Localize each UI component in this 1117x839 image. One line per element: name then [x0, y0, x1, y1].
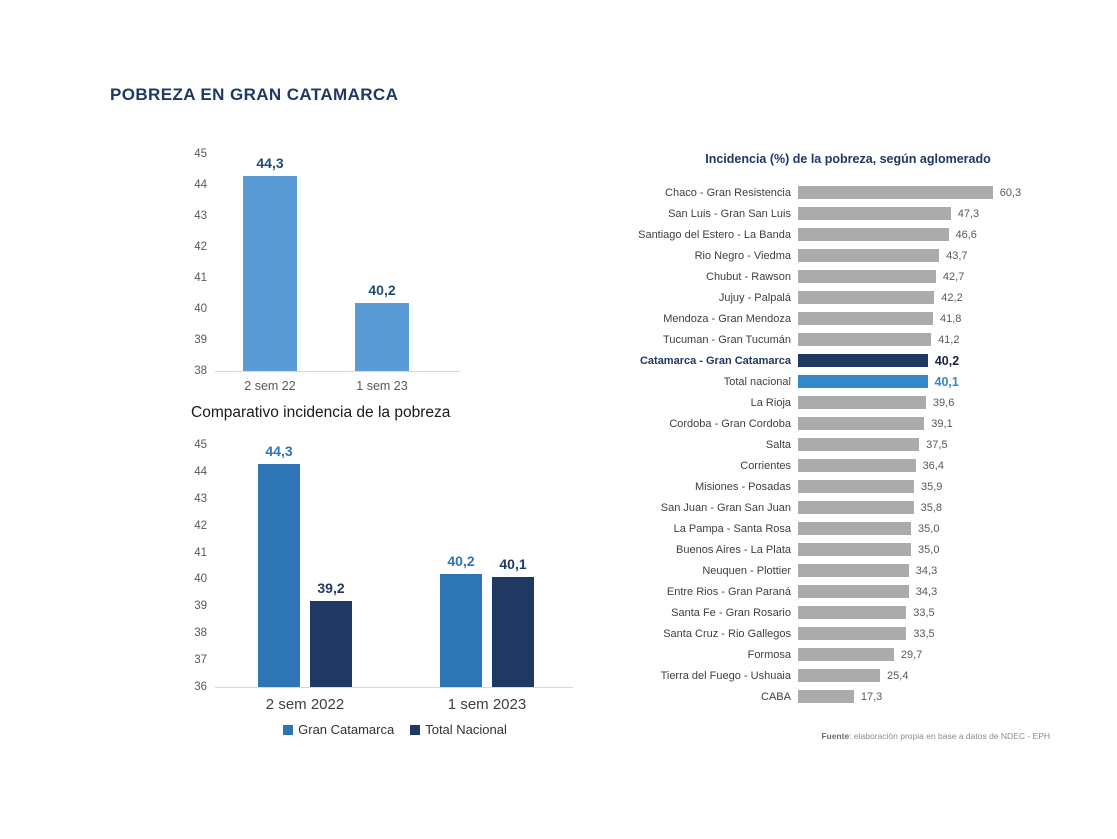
- source-text: : elaboración propia en base a datos de NDEC - EPH: [849, 731, 1050, 741]
- aglomerado-label: Chaco - Gran Resistencia: [665, 186, 791, 199]
- y-axis-tick: 45: [194, 438, 207, 451]
- aglomerado-row: [628, 518, 1098, 539]
- aglomerado-row: [628, 224, 1098, 245]
- y-axis-tick: 38: [194, 365, 207, 377]
- aglomerado-row: [628, 266, 1098, 287]
- aglomerado-value: 46,6: [955, 228, 977, 241]
- legend-swatch: [410, 725, 420, 735]
- semester-bar-chart: [185, 145, 485, 405]
- aglomerado-value: 42,2: [941, 291, 963, 304]
- aglomerado-bar: [798, 459, 916, 472]
- aglomerado-bar: [798, 543, 911, 556]
- aglomerado-bar: [798, 627, 906, 640]
- aglomerado-row: [628, 245, 1098, 266]
- legend-label: Gran Catamarca: [298, 722, 395, 737]
- aglomerado-row: [628, 686, 1098, 707]
- y-axis-tick: 44: [194, 179, 207, 191]
- aglomerado-value: 33,5: [913, 627, 935, 640]
- y-axis-tick: 42: [194, 241, 207, 253]
- aglomerado-label: Buenos Aires - La Plata: [676, 543, 791, 556]
- bar: [243, 176, 297, 371]
- bar-value-label: 39,2: [317, 579, 345, 596]
- aglomerado-value: 35,9: [920, 480, 943, 493]
- aglomerado-value: 29,7: [900, 648, 923, 661]
- aglomerado-bar-chart: [628, 182, 1098, 707]
- aglomerado-bar: [798, 417, 924, 430]
- x-category-label: 1 sem 2023: [447, 696, 527, 713]
- y-axis-tick: 39: [194, 334, 207, 346]
- bar: [355, 303, 409, 371]
- aglomerado-chart-title: Incidencia (%) de la pobreza, según aglomerado: [705, 152, 991, 166]
- aglomerado-label: Santiago del Estero - La Banda: [638, 228, 791, 241]
- y-axis-tick: 36: [194, 681, 207, 693]
- x-axis-line: [215, 371, 460, 372]
- legend-item: [283, 722, 394, 737]
- aglomerado-bar: [798, 480, 914, 493]
- aglomerado-bar: [798, 249, 939, 262]
- aglomerado-row: [628, 560, 1098, 581]
- aglomerado-row: [628, 371, 1098, 392]
- aglomerado-row: [628, 350, 1098, 371]
- x-axis-line: [215, 687, 573, 688]
- aglomerado-label: Entre Rios - Gran Paraná: [666, 585, 791, 598]
- legend-label: Total Nacional: [425, 722, 507, 737]
- aglomerado-label: Corrientes: [740, 459, 791, 472]
- aglomerado-row: [628, 287, 1098, 308]
- legend-item: [410, 722, 507, 737]
- aglomerado-value: 39,1: [931, 417, 953, 430]
- bar: [310, 601, 352, 687]
- bar: [258, 464, 300, 687]
- aglomerado-label: Catamarca - Gran Catamarca: [639, 354, 791, 367]
- bar: [440, 574, 482, 687]
- y-axis-tick: 41: [194, 546, 207, 559]
- aglomerado-value: 34,3: [915, 564, 938, 577]
- aglomerado-row: [628, 392, 1098, 413]
- aglomerado-value: 17,3: [860, 690, 883, 703]
- aglomerado-bar: [798, 669, 880, 682]
- aglomerado-bar: [798, 291, 934, 304]
- aglomerado-value: 25,4: [887, 669, 909, 682]
- comparative-chart-title: Comparativo incidencia de la pobreza: [191, 404, 451, 421]
- aglomerado-bar: [798, 648, 894, 661]
- aglomerado-bar: [798, 354, 928, 367]
- x-category-label: 1 sem 23: [356, 379, 408, 393]
- aglomerado-bar: [798, 375, 928, 388]
- x-category-label: 2 sem 22: [244, 379, 296, 393]
- aglomerado-bar: [798, 501, 914, 514]
- legend: [185, 722, 605, 737]
- aglomerado-label: Rio Negro - Viedma: [694, 249, 791, 262]
- aglomerado-label: Cordoba - Gran Cordoba: [669, 417, 791, 430]
- aglomerado-label: CABA: [761, 690, 791, 703]
- aglomerado-bar: [798, 186, 993, 199]
- aglomerado-row: [628, 644, 1098, 665]
- aglomerado-bar: [798, 207, 951, 220]
- aglomerado-row: [628, 308, 1098, 329]
- aglomerado-label: La Pampa - Santa Rosa: [673, 522, 791, 535]
- bar-value-label: 44,3: [256, 154, 284, 171]
- aglomerado-row: [628, 203, 1098, 224]
- y-axis-tick: 40: [194, 573, 207, 586]
- aglomerado-label: San Luis - Gran San Luis: [668, 207, 791, 220]
- aglomerado-row: [628, 455, 1098, 476]
- aglomerado-value: 35,0: [918, 543, 940, 556]
- aglomerado-row: [628, 602, 1098, 623]
- source-label: Fuente: [821, 731, 850, 741]
- y-axis-tick: 43: [194, 210, 207, 222]
- aglomerado-value: 43,7: [946, 249, 968, 262]
- aglomerado-value: 41,2: [938, 333, 960, 346]
- bar-value-label: 40,1: [499, 555, 527, 572]
- aglomerado-bar: [798, 606, 906, 619]
- aglomerado-row: [628, 413, 1098, 434]
- aglomerado-value: 34,3: [915, 585, 938, 598]
- aglomerado-label: Mendoza - Gran Mendoza: [663, 312, 791, 325]
- aglomerado-row: [628, 476, 1098, 497]
- aglomerado-row: [628, 434, 1098, 455]
- aglomerado-label: Jujuy - Palpalá: [718, 291, 791, 304]
- aglomerado-value: 42,7: [942, 270, 965, 283]
- bar-value-label: 40,2: [368, 281, 396, 298]
- aglomerado-value: 40,2: [934, 353, 960, 368]
- source-note: [628, 731, 1050, 741]
- bar: [492, 577, 534, 687]
- aglomerado-bar: [798, 522, 911, 535]
- aglomerado-row: [628, 329, 1098, 350]
- aglomerado-value: 36,4: [922, 459, 944, 472]
- x-category-label: 2 sem 2022: [265, 696, 345, 713]
- aglomerado-row: [628, 581, 1098, 602]
- aglomerado-bar: [798, 564, 909, 577]
- bar-value-label: 40,2: [447, 553, 475, 570]
- aglomerado-row: [628, 665, 1098, 686]
- aglomerado-label: Salta: [765, 438, 791, 451]
- y-axis-tick: 44: [194, 465, 207, 478]
- aglomerado-bar: [798, 438, 919, 451]
- aglomerado-row: [628, 539, 1098, 560]
- aglomerado-label: Tierra del Fuego - Ushuaia: [660, 669, 791, 682]
- aglomerado-label: Chubut - Rawson: [706, 270, 791, 283]
- y-axis-tick: 38: [194, 627, 207, 640]
- y-axis-tick: 43: [194, 492, 207, 505]
- aglomerado-value: 37,5: [926, 438, 948, 451]
- aglomerado-bar: [798, 312, 933, 325]
- aglomerado-value: 35,8: [920, 501, 943, 514]
- aglomerado-label: Neuquen - Plottier: [702, 564, 791, 577]
- aglomerado-label: Santa Fe - Gran Rosario: [671, 606, 791, 619]
- comparative-bar-chart: [185, 400, 605, 745]
- aglomerado-bar: [798, 690, 854, 703]
- aglomerado-label: Santa Cruz - Rio Gallegos: [663, 627, 791, 640]
- aglomerado-value: 47,3: [957, 207, 980, 220]
- aglomerado-value: 40,1: [934, 374, 959, 389]
- aglomerado-bar: [798, 333, 931, 346]
- y-axis-tick: 45: [194, 148, 207, 160]
- aglomerado-row: [628, 623, 1098, 644]
- y-axis-tick: 42: [194, 519, 207, 532]
- aglomerado-value: 35,0: [918, 522, 940, 535]
- aglomerado-label: Tucuman - Gran Tucumán: [663, 333, 791, 346]
- y-axis-tick: 40: [194, 303, 207, 315]
- bar-value-label: 44,3: [265, 442, 293, 459]
- legend-swatch: [283, 725, 293, 735]
- aglomerado-bar: [798, 228, 949, 241]
- y-axis-tick: 39: [194, 600, 207, 613]
- aglomerado-label: Total nacional: [723, 375, 791, 388]
- aglomerado-row: [628, 182, 1098, 203]
- aglomerado-row: [628, 497, 1098, 518]
- aglomerado-label: San Juan - Gran San Juan: [660, 501, 791, 514]
- aglomerado-value: 39,6: [932, 396, 955, 409]
- y-axis-tick: 41: [194, 272, 207, 284]
- aglomerado-bar: [798, 396, 926, 409]
- y-axis-tick: 37: [194, 654, 207, 667]
- aglomerado-value: 33,5: [913, 606, 935, 619]
- aglomerado-bar: [798, 585, 909, 598]
- aglomerado-label: La Rioja: [750, 396, 791, 409]
- aglomerado-value: 41,8: [940, 312, 962, 325]
- aglomerado-label: Misiones - Posadas: [695, 480, 791, 493]
- aglomerado-label: Formosa: [747, 648, 791, 661]
- aglomerado-value: 60,3: [999, 186, 1022, 199]
- aglomerado-bar: [798, 270, 936, 283]
- page-title: POBREZA EN GRAN CATAMARCA: [110, 85, 399, 104]
